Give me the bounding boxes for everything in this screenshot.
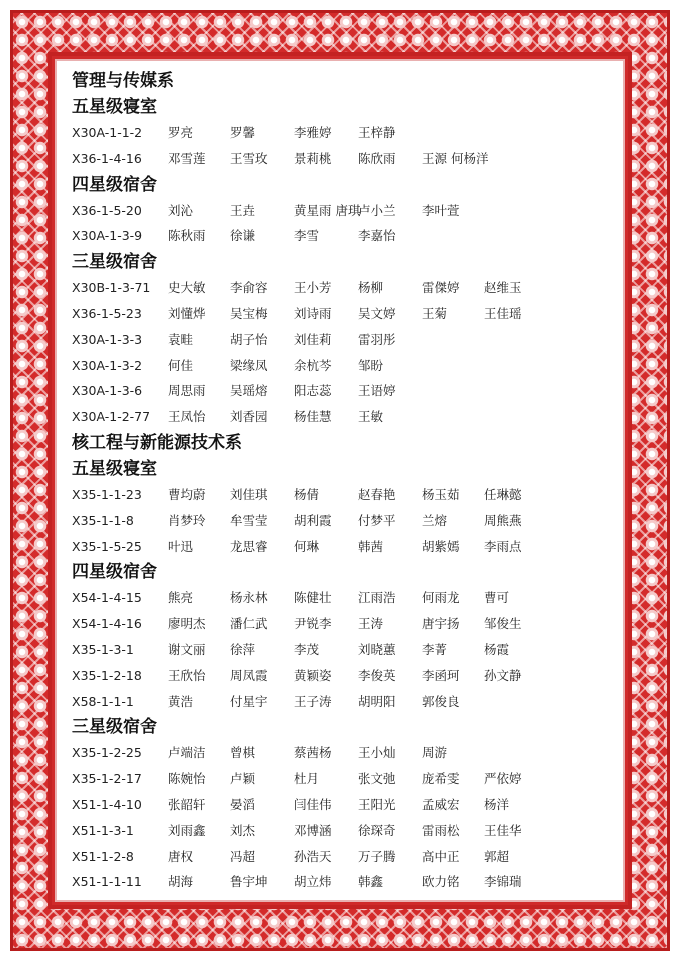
resident-name: 陈婉怡 bbox=[168, 771, 206, 787]
dorm-row bbox=[72, 534, 617, 560]
resident-name: 李函珂 bbox=[422, 667, 460, 683]
resident-name: 王小芳 bbox=[294, 280, 332, 296]
resident-name: 王梓静 bbox=[358, 125, 396, 140]
resident-name: 胡紫嫣 bbox=[422, 538, 460, 554]
resident-name: 罗亮 bbox=[168, 125, 194, 140]
resident-name: 任琳懿 bbox=[484, 486, 522, 502]
resident-name: 王凤怡 bbox=[168, 409, 206, 425]
department-section bbox=[72, 430, 617, 895]
resident-name: 李雅婷 bbox=[294, 125, 332, 140]
resident-name: 严依婷 bbox=[484, 771, 522, 787]
resident-name: 陈健壮 bbox=[294, 590, 332, 606]
resident-name: 吴文婷 bbox=[358, 305, 396, 321]
resident-name: 龙思睿 bbox=[230, 538, 268, 554]
resident-name: 杨洋 bbox=[484, 796, 510, 812]
resident-name: 王子涛 bbox=[294, 693, 332, 709]
resident-name: 欧力铭 bbox=[422, 874, 460, 890]
resident-name: 付梦平 bbox=[358, 512, 396, 528]
resident-name: 杨佳慧 bbox=[294, 409, 332, 425]
resident-name: 李俞容 bbox=[230, 280, 268, 296]
resident-name: 叶迅 bbox=[168, 538, 194, 554]
resident-name: 万子腾 bbox=[358, 848, 396, 864]
room-number: X30A-1-3-6 bbox=[72, 383, 143, 399]
resident-name: 胡子怡 bbox=[230, 331, 268, 347]
room-number: X35-1-2-17 bbox=[72, 771, 142, 787]
room-number: X54-1-4-15 bbox=[72, 590, 142, 606]
resident-name: 刘懂烨 bbox=[168, 305, 206, 321]
resident-name: 王敏 bbox=[358, 409, 384, 425]
resident-name: 史大敏 bbox=[168, 280, 206, 296]
room-number: X36-1-5-23 bbox=[72, 305, 142, 321]
resident-name: 胡利霞 bbox=[294, 512, 332, 528]
star-level-heading: 三星级宿舍 bbox=[72, 717, 157, 738]
resident-name: 张韶轩 bbox=[168, 796, 206, 812]
resident-name: 袁畦 bbox=[168, 331, 194, 347]
room-number: X51-1-1-11 bbox=[72, 874, 142, 890]
resident-name: 谢文丽 bbox=[168, 641, 206, 657]
resident-name: 王欣怡 bbox=[168, 667, 206, 683]
resident-name: 余杭芩 bbox=[294, 357, 332, 373]
resident-name: 卢端洁 bbox=[168, 745, 206, 761]
resident-name: 兰熔 bbox=[422, 512, 448, 528]
resident-name: 黄颖姿 bbox=[294, 667, 332, 683]
room-number: X51-1-2-8 bbox=[72, 848, 134, 864]
resident-name: 高中正 bbox=[422, 848, 460, 864]
resident-name: 孙浩天 bbox=[294, 848, 332, 864]
dorm-row bbox=[72, 198, 617, 224]
dorm-row bbox=[72, 663, 617, 689]
resident-name: 王语婷 bbox=[358, 383, 396, 399]
resident-name: 王菊 bbox=[422, 305, 448, 321]
room-number: X51-1-4-10 bbox=[72, 796, 142, 812]
resident-name: 李菁 bbox=[422, 641, 448, 657]
resident-name: 刘杰 bbox=[230, 822, 256, 838]
resident-name: 李雪 bbox=[294, 228, 320, 244]
resident-name: 王小灿 bbox=[358, 745, 396, 761]
star-level-heading: 五星级寝室 bbox=[72, 458, 157, 479]
resident-name: 胡立炜 bbox=[294, 874, 332, 890]
resident-name: 邹俊生 bbox=[484, 616, 522, 632]
resident-name: 王涛 bbox=[358, 616, 384, 632]
dorm-row bbox=[72, 844, 617, 870]
resident-name: 郭俊良 bbox=[422, 693, 460, 709]
resident-name: 赵春艳 bbox=[358, 486, 396, 502]
resident-name: 周熊燕 bbox=[484, 512, 522, 528]
resident-name: 王佳华 bbox=[484, 822, 522, 838]
resident-name: 卢颖 bbox=[230, 771, 256, 787]
resident-name: 刘佳琪 bbox=[230, 486, 268, 502]
resident-name: 邹盼 bbox=[358, 357, 384, 373]
resident-name: 周游 bbox=[422, 745, 448, 761]
resident-name: 李茂 bbox=[294, 641, 320, 657]
resident-name: 王雪玫 bbox=[230, 150, 268, 166]
department-section bbox=[72, 68, 617, 430]
resident-name: 杜月 bbox=[294, 771, 320, 787]
dorm-row bbox=[72, 585, 617, 611]
resident-name: 李锦瑞 bbox=[484, 874, 522, 890]
resident-name: 杨永林 bbox=[230, 590, 268, 606]
resident-name: 晏滔 bbox=[230, 796, 256, 812]
dorm-row bbox=[72, 818, 617, 844]
resident-name: 尹锐李 bbox=[294, 616, 332, 632]
resident-name: 何雨龙 bbox=[422, 590, 460, 606]
resident-name: 吴瑶熔 bbox=[230, 383, 268, 399]
resident-name: 庞希雯 bbox=[422, 771, 460, 787]
resident-name: 李嘉怡 bbox=[358, 228, 396, 244]
resident-name: 杨柳 bbox=[358, 280, 384, 296]
dorm-row bbox=[72, 301, 617, 327]
resident-name: 刘沁 bbox=[168, 202, 194, 218]
dorm-row bbox=[72, 689, 617, 715]
room-number: X30A-1-2-77 bbox=[72, 409, 151, 425]
resident-name: 陈秋雨 bbox=[168, 228, 206, 244]
room-number: X30A-1-3-9 bbox=[72, 228, 143, 244]
room-number: X35-1-1-8 bbox=[72, 512, 134, 528]
resident-name: 蔡茜杨 bbox=[294, 745, 332, 761]
resident-name: 胡海 bbox=[168, 874, 194, 890]
resident-name: 胡明阳 bbox=[358, 693, 396, 709]
resident-name: 王佳瑶 bbox=[484, 305, 522, 321]
resident-name: 肖梦玲 bbox=[168, 512, 206, 528]
resident-name: 罗馨 bbox=[230, 125, 256, 140]
dorm-row bbox=[72, 327, 617, 353]
resident-name: 刘香园 bbox=[230, 409, 268, 425]
resident-name: 鲁宇坤 bbox=[230, 874, 268, 890]
dorm-row bbox=[72, 869, 617, 895]
resident-name: 徐琛奇 bbox=[358, 822, 396, 838]
room-number: X30A-1-3-3 bbox=[72, 331, 143, 347]
resident-name: 孟威宏 bbox=[422, 796, 460, 812]
star-level-heading: 五星级寝室 bbox=[72, 97, 157, 117]
resident-name: 周思雨 bbox=[168, 383, 206, 399]
resident-name: 黄浩 bbox=[168, 693, 194, 709]
room-number: X35-1-2-25 bbox=[72, 745, 142, 761]
resident-name: 孙文静 bbox=[484, 667, 522, 683]
room-number: X36-1-5-20 bbox=[72, 202, 142, 218]
resident-name: 雷羽彤 bbox=[358, 331, 396, 347]
resident-name: 赵维玉 bbox=[484, 280, 522, 296]
dorm-row bbox=[72, 275, 617, 301]
resident-name: 周凤霞 bbox=[230, 667, 268, 683]
dorm-row bbox=[72, 508, 617, 534]
dorm-row bbox=[72, 404, 617, 430]
dorm-row bbox=[72, 792, 617, 818]
resident-name: 潘仁武 bbox=[230, 616, 268, 632]
resident-name: 廖明杰 bbox=[168, 616, 206, 632]
room-number: X54-1-4-16 bbox=[72, 616, 142, 632]
resident-name: 曹均蔚 bbox=[168, 486, 206, 502]
room-number: X35-1-1-23 bbox=[72, 486, 142, 502]
resident-name: 冯超 bbox=[230, 848, 256, 864]
resident-name: 熊亮 bbox=[168, 590, 194, 606]
dorm-row bbox=[72, 120, 617, 146]
resident-name: 陈欣雨 bbox=[358, 150, 396, 166]
resident-name: 梁缘凤 bbox=[230, 357, 268, 373]
room-number: X35-1-5-25 bbox=[72, 538, 142, 554]
room-number: X35-1-3-1 bbox=[72, 641, 134, 657]
department-title: 核工程与新能源技术系 bbox=[72, 432, 242, 453]
resident-name: 刘佳莉 bbox=[294, 331, 332, 347]
resident-name: 卢小兰 bbox=[358, 202, 396, 218]
star-level-heading: 四星级宿舍 bbox=[72, 562, 157, 583]
resident-name: 徐萍 bbox=[230, 641, 256, 657]
dorm-row bbox=[72, 766, 617, 792]
room-number: X35-1-2-18 bbox=[72, 667, 142, 683]
dorm-row bbox=[72, 146, 617, 172]
resident-name: 李俊英 bbox=[358, 667, 396, 683]
resident-name: 吴宝梅 bbox=[230, 305, 268, 321]
resident-name: 阳志蕊 bbox=[294, 383, 332, 399]
resident-name: 杨霞 bbox=[484, 641, 510, 657]
resident-name: 唐宇扬 bbox=[422, 616, 460, 632]
resident-name: 杨倩 bbox=[294, 486, 320, 502]
room-number: X30B-1-3-71 bbox=[72, 280, 151, 296]
room-number: X30A-1-3-2 bbox=[72, 357, 143, 373]
department-title: 管理与传媒系 bbox=[72, 71, 174, 91]
dorm-row bbox=[72, 611, 617, 637]
star-level-heading: 三星级宿舍 bbox=[72, 252, 157, 273]
resident-name: 郭超 bbox=[484, 848, 510, 864]
resident-name: 江雨浩 bbox=[358, 590, 396, 606]
resident-name: 王垚 bbox=[230, 202, 256, 218]
resident-name: 曹可 bbox=[484, 590, 510, 606]
resident-name: 徐谦 bbox=[230, 228, 256, 244]
resident-name: 景莉桃 bbox=[294, 150, 332, 166]
resident-name: 王源 何杨洋 bbox=[422, 150, 489, 166]
star-level-heading: 四星级宿舍 bbox=[72, 174, 157, 195]
resident-name: 韩茜 bbox=[358, 538, 384, 554]
room-number: X51-1-3-1 bbox=[72, 822, 134, 838]
resident-name: 邓博涵 bbox=[294, 822, 332, 838]
resident-name: 牟雪莹 bbox=[230, 512, 268, 528]
resident-name: 李雨点 bbox=[484, 538, 522, 554]
dorm-row bbox=[72, 482, 617, 508]
resident-name: 唐权 bbox=[168, 848, 194, 864]
resident-name: 张文弛 bbox=[358, 771, 396, 787]
resident-name: 曾棋 bbox=[230, 745, 256, 761]
resident-name: 刘晓蕙 bbox=[358, 641, 396, 657]
resident-name: 雷傑婷 bbox=[422, 280, 460, 296]
dormitory-ranking-list bbox=[72, 68, 617, 895]
dorm-row bbox=[72, 353, 617, 379]
resident-name: 闫佳伟 bbox=[294, 796, 332, 812]
dorm-row bbox=[72, 637, 617, 663]
resident-name: 邓雪莲 bbox=[168, 150, 206, 166]
dorm-row bbox=[72, 223, 617, 249]
resident-name: 刘诗雨 bbox=[294, 305, 332, 321]
resident-name: 李叶萱 bbox=[422, 202, 460, 218]
resident-name: 何琳 bbox=[294, 538, 320, 554]
resident-name: 黄星雨 唐琪 bbox=[294, 202, 361, 218]
resident-name: 雷雨松 bbox=[422, 822, 460, 838]
resident-name: 刘雨鑫 bbox=[168, 822, 206, 838]
room-number: X36-1-4-16 bbox=[72, 150, 142, 166]
room-number: X30A-1-1-2 bbox=[72, 125, 143, 140]
room-number: X58-1-1-1 bbox=[72, 693, 134, 709]
resident-name: 韩鑫 bbox=[358, 874, 384, 890]
resident-name: 何佳 bbox=[168, 357, 194, 373]
dorm-row bbox=[72, 378, 617, 404]
resident-name: 杨玉茹 bbox=[422, 486, 460, 502]
dorm-row bbox=[72, 740, 617, 766]
resident-name: 王阳光 bbox=[358, 796, 396, 812]
resident-name: 付星宇 bbox=[230, 693, 268, 709]
